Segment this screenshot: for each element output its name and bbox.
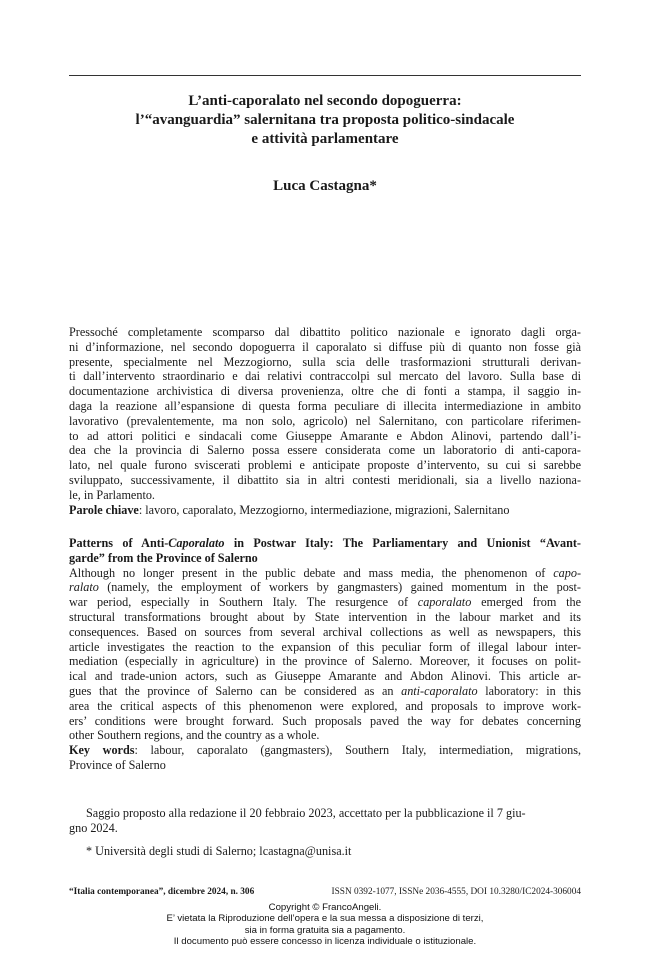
abstract-italian bbox=[69, 325, 581, 517]
abstract-en-line: ers’ conditions were brought forward. Such proposals paved the way for debates concerning bbox=[69, 713, 581, 728]
abstract-en-line: article investigates the reaction to the expansion of this peculiar form of illegal labour inter- bbox=[69, 639, 581, 654]
abstract-en-line bbox=[69, 566, 581, 581]
abstract-it-line: ni d’informazione, nel secondo dopoguerra il caporalato si diffuse più di quanto non fosse già bbox=[69, 339, 581, 354]
author-name: Luca Castagna* bbox=[273, 178, 377, 194]
keywords-it-label: Parole chiave bbox=[69, 502, 139, 517]
abstract-en-line: ical and trade-union actors, such as Giuseppe Amarante and Abdon Alinovi. This article ar- bbox=[69, 669, 581, 684]
abstract-en-line bbox=[69, 595, 581, 610]
italic-text: caporalato bbox=[417, 595, 472, 610]
abstract-it-line: le, in Parlamento. bbox=[69, 487, 155, 502]
italic-text: anti-caporalato bbox=[401, 683, 478, 698]
text: gues that the province of Salerno can be considered as an bbox=[69, 683, 402, 698]
journal-citation: “Italia contemporanea”, dicembre 2024, n. 306 bbox=[69, 887, 255, 897]
submission-note-line-2: gno 2024. bbox=[69, 821, 118, 835]
title-line-1: L’anti-caporalato nel secondo dopoguerra: bbox=[188, 93, 462, 109]
abstract-en-line: structural transformations brought about by State intervention in the labour market and its bbox=[69, 609, 581, 624]
keywords-english-line-2: Province of Salerno bbox=[69, 757, 166, 772]
abstract-it-line: ti dall’intervento straordinario e dai relativi contraccolpi sul mercato del lavoro. Sulla base di bbox=[69, 369, 581, 384]
abstract-it-line: sviluppato, successivamente, il dibattito sia in altri contesti meridionali, sia a livello naziona- bbox=[69, 472, 581, 487]
copyright-line: sia in forma gratuita sia a pagamento. bbox=[244, 924, 406, 936]
text: war period, especially in Southern Italy. The resurgence of bbox=[69, 595, 418, 610]
italic-text: ralato bbox=[69, 580, 99, 595]
italic-text: capo- bbox=[553, 565, 581, 580]
keywords-en-label: Key words bbox=[69, 743, 135, 758]
abstract-it-line: documentazione archivistica di diversa provenienza, oltre che di fonti a stampa, il saggio in- bbox=[69, 384, 581, 399]
copyright-line: Copyright © FrancoAngeli. bbox=[268, 902, 382, 913]
affiliation-text: * Università degli studi di Salerno; lcastagna@unisa.it bbox=[86, 844, 352, 858]
en-title-part: Patterns of Anti- bbox=[69, 536, 169, 550]
keywords-italian bbox=[69, 503, 581, 518]
abstract-it-line: presente, specialmente nel Mezzogiorno, sulla scia delle trasformazioni strutturali derivan- bbox=[69, 354, 581, 369]
keywords-it-text: : lavoro, caporalato, Mezzogiorno, intermediazione, migrazioni, Salernitano bbox=[138, 502, 510, 517]
affiliation-footnote bbox=[69, 844, 581, 859]
text: (namely, the employment of workers by gangmasters) gained momentum in the post- bbox=[98, 580, 581, 595]
copyright-line: E’ vietata la Riproduzione dell’opera e la sua messa a disposizione di terzi, bbox=[166, 913, 484, 925]
abstract-it-line: lato, nel quale furono sviscerati problemi e anticipate proposte d’intervento, su cui si sarebbe bbox=[69, 458, 581, 473]
title-line-2: l’“avanguardia” salernitana tra proposta politico-sindacale bbox=[135, 112, 515, 128]
abstract-en-line bbox=[69, 580, 581, 595]
en-title-italic: Caporalato bbox=[168, 536, 225, 550]
header-rule bbox=[69, 75, 581, 76]
abstract-en-line: other Southern regions, and the country as a whole. bbox=[69, 728, 320, 743]
abstract-it-line: to ad attori politici e sindacali come Giuseppe Amarante e Abdon Alinovi, partendo dall’i- bbox=[69, 428, 581, 443]
abstract-english bbox=[69, 536, 581, 773]
en-title-part: in Postwar Italy: The Parliamentary and Unionist “Avant- bbox=[224, 536, 581, 550]
keywords-en-text: : labour, caporalato (gangmasters), Southern Italy, intermediation, migrations, bbox=[134, 743, 581, 758]
copyright-line: Il documento può essere concesso in licenza individuale o istituzionale. bbox=[173, 936, 477, 948]
text: laboratory: in this bbox=[477, 683, 581, 698]
abstract-en-line: mediation (especially in agriculture) in the province of Salerno. Moreover, it focuses on polit- bbox=[69, 654, 581, 669]
english-title-line-1 bbox=[69, 536, 581, 551]
article-title bbox=[69, 92, 581, 149]
text: Although no longer present in the public debate and mass media, the phenomenon of bbox=[69, 565, 554, 580]
abstract-en-line: area the critical aspects of this phenomenon were explored, and proposals to improve work- bbox=[69, 698, 581, 713]
abstract-it-line: dea che la provincia di Salerno possa essere considerata come un laboratorio di anti-capora- bbox=[69, 443, 581, 458]
english-title-line-2: garde” from the Province of Salerno bbox=[69, 550, 258, 565]
submission-note bbox=[69, 806, 581, 836]
abstract-en-line bbox=[69, 684, 581, 699]
journal-identifiers: ISSN 0392-1077, ISSNe 2036-4555, DOI 10.3280/IC2024-306004 bbox=[331, 887, 581, 897]
text: emerged from the bbox=[471, 595, 581, 610]
journal-footer bbox=[69, 886, 581, 898]
keywords-english bbox=[69, 743, 581, 758]
abstract-it-line: lavorativo (prevalentemente, ma non solo, agricolo) nel Salernitano, con particolare riferimen- bbox=[69, 413, 581, 428]
abstract-en-line: consequences. Based on sources from several archival collections as well as newspapers, this bbox=[69, 624, 581, 639]
abstract-it-line: daga la reazione all’espansione di questa forma peculiare di illecita intermediazione in ambito bbox=[69, 398, 581, 413]
submission-note-line-1: Saggio proposto alla redazione il 20 febbraio 2023, accettato per la pubblicazione il 7 giu- bbox=[86, 806, 526, 820]
copyright-notice bbox=[60, 902, 590, 948]
title-line-3: e attività parlamentare bbox=[251, 131, 399, 147]
abstract-it-line: Pressoché completamente scomparso dal dibattito politico nazionale e ignorato dagli orga- bbox=[69, 325, 581, 339]
